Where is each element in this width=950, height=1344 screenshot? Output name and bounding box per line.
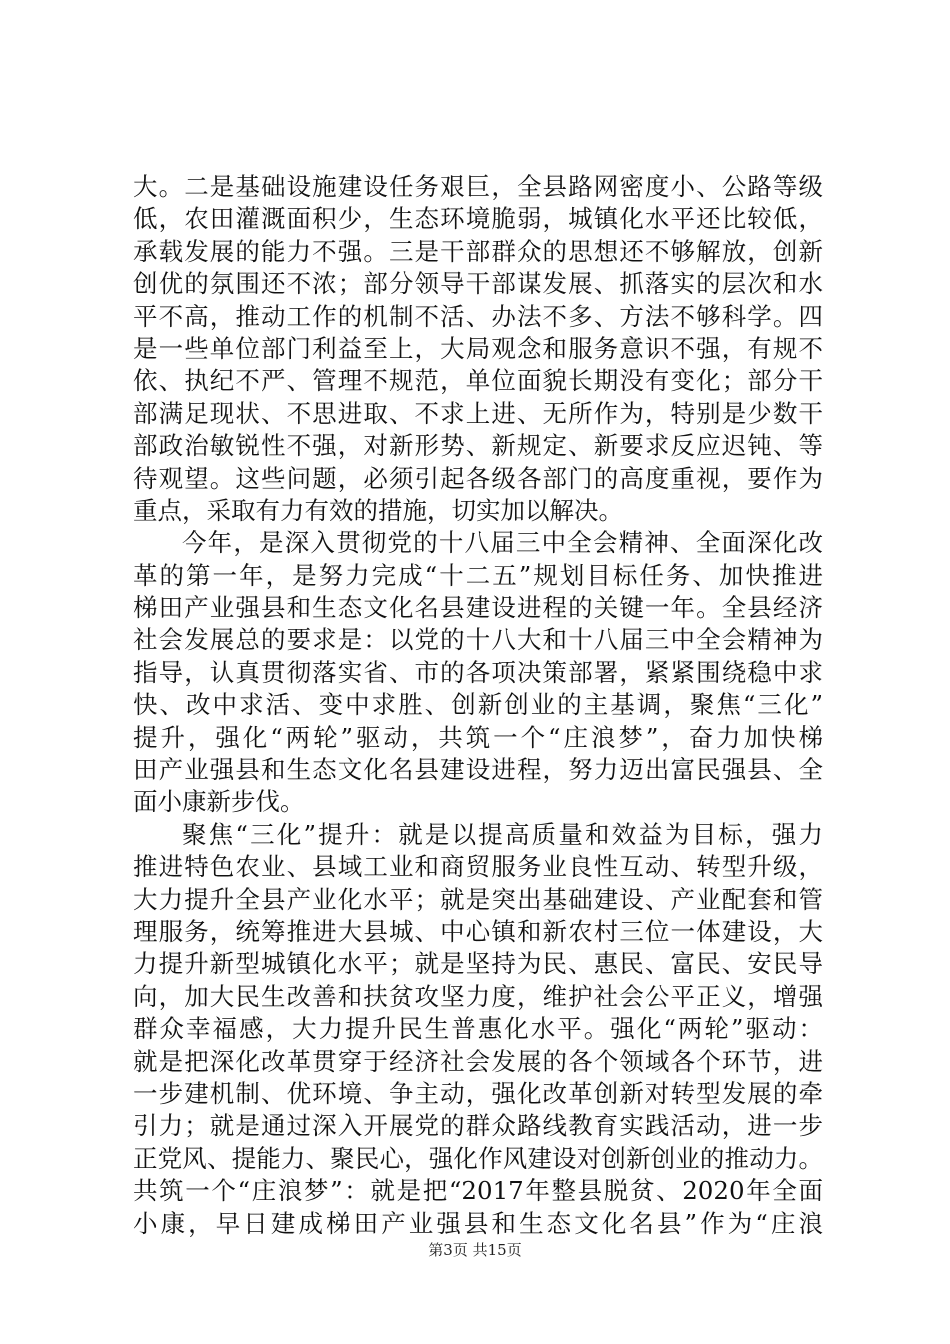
document-body [133, 171, 823, 1240]
text-line: 承载发展的能力不强。三是干部群众的思想还不够解放，创新 [133, 236, 823, 266]
text-line: 依、执纪不严、管理不规范，单位面貌长期没有变化；部分干 [133, 366, 823, 396]
text-line: 待观望。这些问题，必须引起各级各部门的高度重视，要作为 [133, 463, 823, 493]
text-line: 革的第一年，是努力完成“十二五”规划目标任务、加快推进 [133, 560, 823, 590]
text-line: 指导，认真贯彻落实省、市的各项决策部署，紧紧围绕稳中求 [133, 657, 823, 687]
text-line: 梯田产业强县和生态文化名县建设进程的关键一年。全县经济 [133, 593, 823, 623]
text-line: 共筑一个“庄浪梦”：就是把“2017年整县脱贫、2020年全面 [133, 1176, 823, 1206]
text-line: 力提升新型城镇化水平；就是坚持为民、惠民、富民、安民导 [133, 949, 823, 979]
text-line: 低，农田灌溉面积少，生态环境脆弱，城镇化水平还比较低， [133, 204, 823, 234]
page-number-footer: 第3页 共15页 [428, 1241, 522, 1259]
text-line: 重点，采取有力有效的措施，切实加以解决。 [133, 495, 623, 525]
text-line: 部政治敏锐性不强，对新形势、新规定、新要求反应迟钝、等 [133, 431, 823, 461]
text-line: 向，加大民生改善和扶贫攻坚力度，维护社会公平正义，增强 [133, 981, 823, 1011]
text-line: 正党风、提能力、聚民心，强化作风建设对创新创业的推动力。 [133, 1143, 823, 1173]
text-line: 一步建机制、优环境、争主动，强化改革创新对转型发展的牵 [133, 1078, 823, 1108]
text-line: 是一些单位部门利益至上，大局观念和服务意识不强，有规不 [133, 333, 823, 363]
paragraph-first-line: 今年，是深入贯彻党的十八届三中全会精神、全面深化改 [182, 528, 823, 558]
text-line: 田产业强县和生态文化名县建设进程，努力迈出富民强县、全 [133, 755, 823, 785]
text-line: 小康，早日建成梯田产业强县和生态文化名县”作为“庄浪 [133, 1208, 823, 1238]
text-line: 大力提升全县产业化水平；就是突出基础建设、产业配套和管 [133, 884, 823, 914]
text-line: 提升，强化“两轮”驱动，共筑一个“庄浪梦”，奋力加快梯 [133, 722, 823, 752]
text-line: 社会发展总的要求是：以党的十八大和十八届三中全会精神为 [133, 625, 823, 655]
text-line: 部满足现状、不思进取、不求上进、无所作为，特别是少数干 [133, 398, 823, 428]
text-line: 引力；就是通过深入开展党的群众路线教育实践活动，进一步 [133, 1111, 823, 1141]
text-line: 平不高，推动工作的机制不活、办法不多、方法不够科学。四 [133, 301, 823, 331]
text-line: 就是把深化改革贯穿于经济社会发展的各个领域各个环节，进 [133, 1046, 823, 1076]
text-line: 推进特色农业、县域工业和商贸服务业良性互动、转型升级， [133, 852, 823, 882]
text-line: 群众幸福感，大力提升民生普惠化水平。强化“两轮”驱动： [133, 1014, 823, 1044]
text-line: 创优的氛围还不浓；部分领导干部谋发展、抓落实的层次和水 [133, 269, 823, 299]
text-line: 理服务，统筹推进大县城、中心镇和新农村三位一体建设，大 [133, 916, 823, 946]
text-line: 快、改中求活、变中求胜、创新创业的主基调，聚焦“三化” [133, 690, 823, 720]
paragraph-first-line: 聚焦“三化”提升：就是以提高质量和效益为目标，强力 [182, 819, 823, 849]
text-line: 大。二是基础设施建设任务艰巨，全县路网密度小、公路等级 [133, 172, 823, 201]
text-line: 面小康新步伐。 [133, 787, 305, 817]
